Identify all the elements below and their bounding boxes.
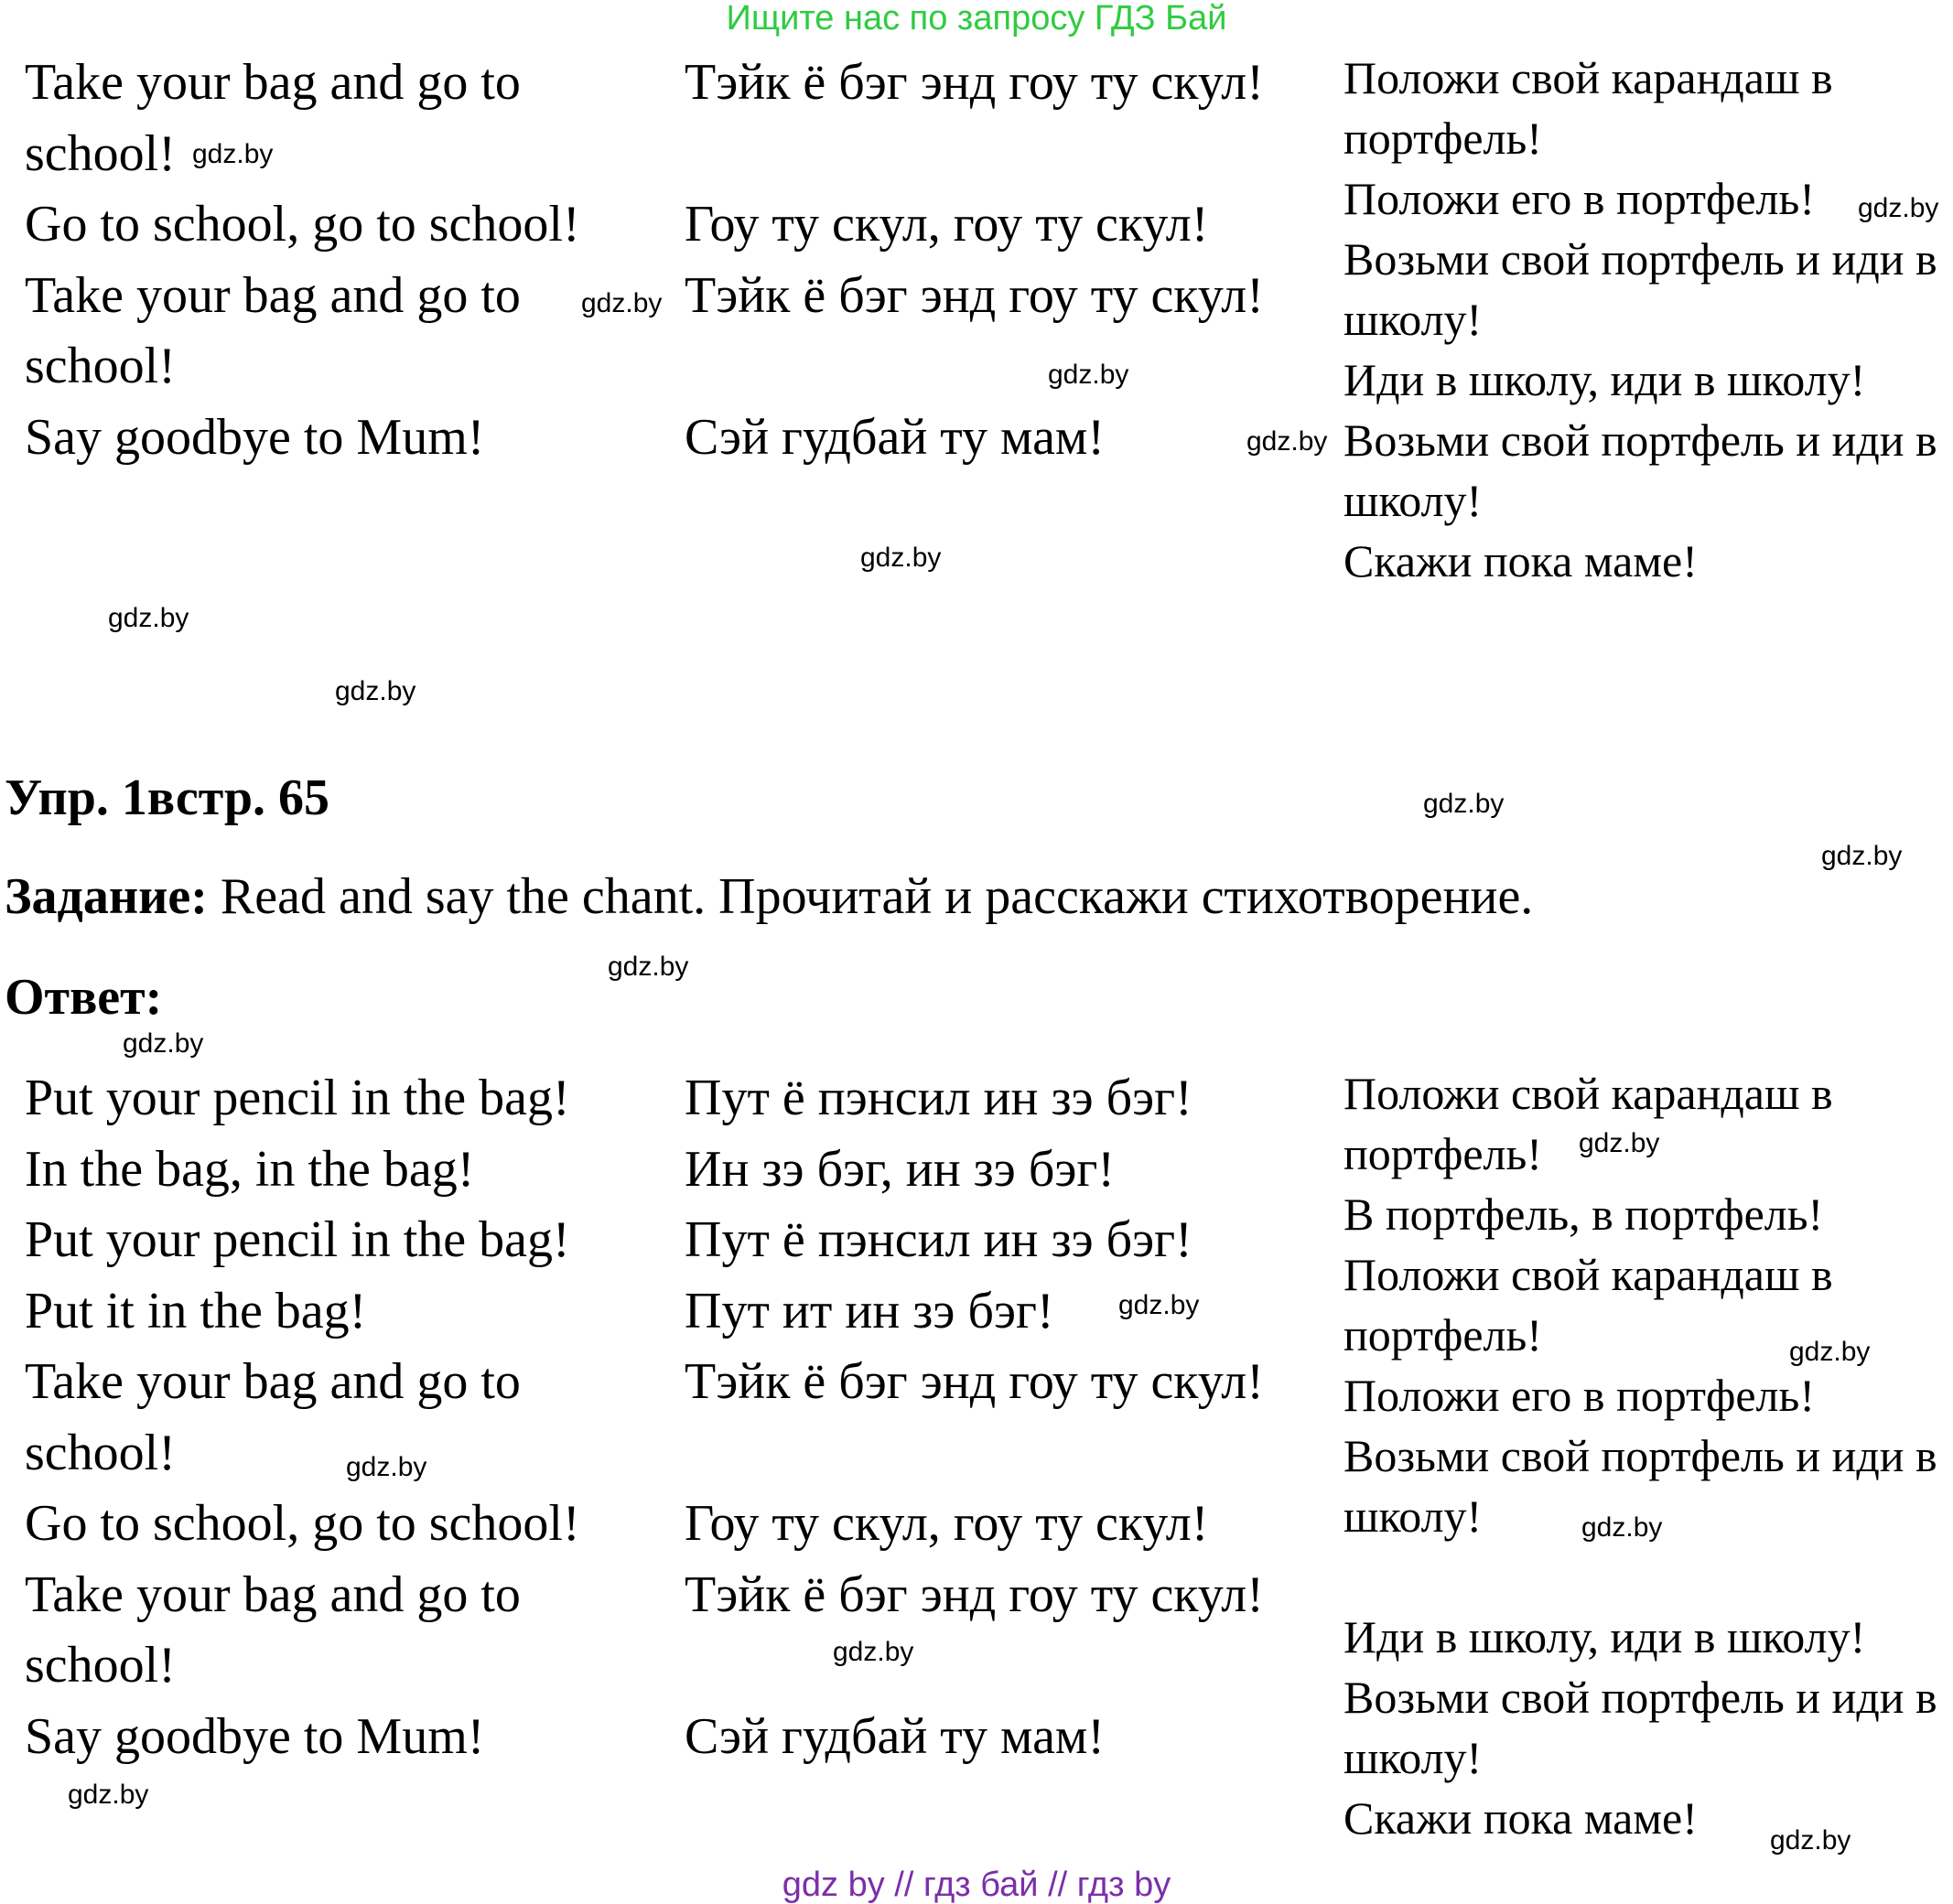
english-line: Go to school, go to school! [25, 1495, 580, 1552]
english-line: Take your bag and go to school! [25, 266, 521, 394]
english-line: Put your pencil in the bag! [25, 1070, 570, 1126]
task-label: Задание: [5, 868, 208, 925]
exercise-title: Упр. 1встр. 65 [5, 769, 330, 826]
watermark: gdz.by [1246, 426, 1328, 457]
answer-label: Ответ: [5, 969, 163, 1026]
english-column [25, 48, 656, 473]
russian-line: Положи свой карандаш в портфель! [1343, 52, 1833, 164]
russian-line: Положи свой карандаш в портфель! [1343, 1249, 1833, 1361]
russian-line: Положи его в портфель! [1343, 1370, 1815, 1421]
transcription-line: Тэйк ё бэг энд гоу ту скул! [685, 266, 1264, 324]
watermark: gdz.by [1118, 1290, 1200, 1320]
russian-column [1343, 1063, 1948, 1848]
transcription-line: Тэйк ё бэг энд гоу ту скул! [685, 54, 1264, 111]
russian-line: Иди в школу, иди в школу! [1343, 354, 1866, 405]
watermark: gdz.by [608, 952, 689, 982]
russian-line: Иди в школу, иди в школу! [1343, 1611, 1866, 1662]
site-footer: gdz by // гдз бай // гдз by [782, 1866, 1171, 1904]
transcription-line: Пут ё пэнсил ин зэ бэг! [685, 1070, 1192, 1126]
russian-line: В портфель, в портфель! [1343, 1189, 1824, 1240]
transcription-line: Тэйк ё бэг энд гоу ту скул! [685, 1565, 1264, 1623]
search-hint-banner: Ищите нас по запросу ГДЗ Бай [726, 0, 1227, 38]
russian-column [1343, 48, 1948, 591]
russian-line: Скажи пока маме! [1343, 1792, 1698, 1844]
transcription-line: Тэйк ё бэг энд гоу ту скул! [685, 1353, 1264, 1410]
transcription-column [685, 48, 1328, 473]
watermark: gdz.by [1821, 841, 1903, 871]
watermark: gdz.by [581, 288, 663, 318]
transcription-column [685, 1063, 1325, 1772]
watermark: gdz.by [860, 543, 942, 573]
english-line: In the bag, in the bag! [25, 1140, 475, 1198]
watermark: gdz.by [68, 1780, 149, 1810]
english-line: Put it in the bag! [25, 1282, 367, 1339]
stanza-gap [1343, 1546, 1948, 1607]
english-line: Say goodbye to Mum! [25, 408, 485, 466]
russian-line: Возьми свой портфель и иди в школу! [1343, 1430, 1937, 1542]
task-statement [5, 867, 1533, 926]
transcription-line: Пут ё пэнсил ин зэ бэг! [685, 1211, 1192, 1268]
english-line: Put your pencil in the bag! [25, 1211, 570, 1268]
english-line: Take your bag and go to school! [25, 54, 521, 182]
russian-line: Возьми свой портфель и иди в школу! [1343, 414, 1937, 526]
watermark: gdz.by [123, 1028, 204, 1059]
transcription-line: Пут ит ин зэ бэг! [685, 1282, 1054, 1339]
transcription-line: Сэй гудбай ту мам! [685, 408, 1106, 466]
english-line: Say goodbye to Mum! [25, 1707, 485, 1765]
transcription-line: Сэй гудбай ту мам! [685, 1707, 1106, 1765]
watermark: gdz.by [1789, 1337, 1871, 1367]
english-line: Take your bag and go to school! [25, 1353, 521, 1481]
watermark: gdz.by [192, 139, 274, 169]
watermark: gdz.by [335, 676, 416, 706]
watermark: gdz.by [1423, 789, 1505, 819]
transcription-line: Ин зэ бэг, ин зэ бэг! [685, 1140, 1115, 1198]
transcription-line: Гоу ту скул, гоу ту скул! [685, 1495, 1209, 1552]
english-column [25, 1063, 656, 1772]
watermark: gdz.by [1858, 193, 1939, 223]
transcription-line: Гоу ту скул, гоу ту скул! [685, 196, 1209, 253]
watermark: gdz.by [346, 1452, 427, 1482]
russian-line: Возьми свой портфель и иди в школу! [1343, 1672, 1937, 1783]
english-line: Go to school, go to school! [25, 196, 580, 253]
task-text: Read and say the chant. Прочитай и расскажи стихотворение. [220, 868, 1534, 925]
russian-line: Возьми свой портфель и иди в школу! [1343, 233, 1937, 345]
english-line: Take your bag and go to school! [25, 1565, 521, 1694]
watermark: gdz.by [1579, 1128, 1660, 1158]
russian-line: Скажи пока маме! [1343, 535, 1698, 586]
watermark: gdz.by [108, 603, 189, 633]
watermark: gdz.by [833, 1637, 914, 1667]
watermark: gdz.by [1581, 1512, 1663, 1543]
watermark: gdz.by [1770, 1825, 1851, 1856]
russian-line: Положи его в портфель! [1343, 173, 1815, 224]
watermark: gdz.by [1048, 360, 1129, 390]
russian-line: Положи свой карандаш в портфель! [1343, 1068, 1833, 1179]
